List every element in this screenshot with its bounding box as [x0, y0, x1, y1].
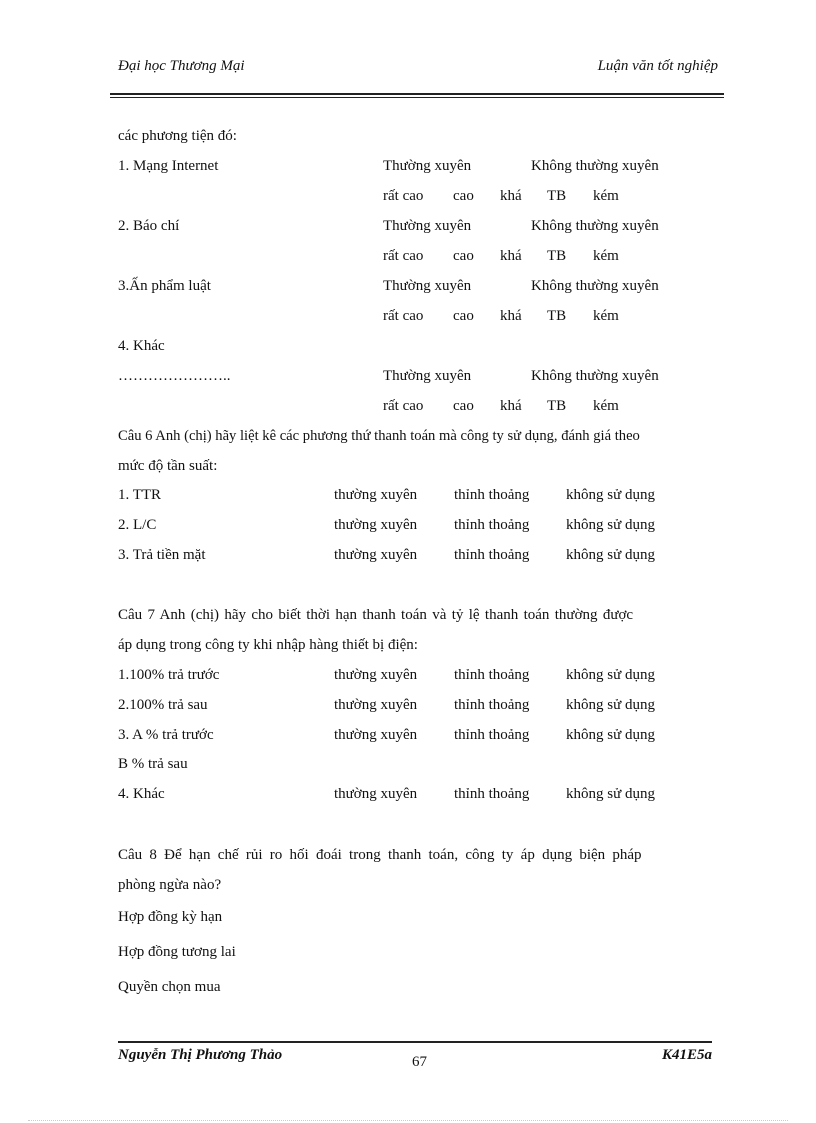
option-sometimes: thỉnh thoảng: [454, 517, 530, 533]
q7-text-line2: áp dụng trong công ty khi nhập hàng thiết bị điện:: [118, 637, 418, 653]
rating-very-high: rất cao: [383, 248, 424, 264]
q8-answer-call-option: Quyền chọn mua: [118, 979, 221, 995]
rating-good: khá: [500, 398, 522, 414]
option-sometimes: thỉnh thoảng: [454, 727, 530, 743]
rating-poor: kém: [593, 308, 619, 324]
means-item-law-publication: 3.Ấn phẩm luật: [118, 278, 211, 294]
rating-high: cao: [453, 188, 474, 204]
page-edge: [28, 1120, 788, 1121]
intro-line: các phương tiện đó:: [118, 128, 237, 144]
q6-item-lc: 2. L/C: [118, 517, 157, 533]
means-item-press: 2. Báo chí: [118, 218, 180, 234]
q7-item-postpay: 2.100% trả sau: [118, 697, 208, 713]
rating-high: cao: [453, 398, 474, 414]
header-rule-bottom: [110, 97, 724, 98]
means-item-internet: 1. Mạng Internet: [118, 158, 219, 174]
q6-item-ttr: 1. TTR: [118, 487, 162, 503]
option-regular: thường xuyên: [334, 547, 418, 563]
option-not-used: không sử dụng: [566, 487, 655, 503]
freq-regular: Thường xuyên: [383, 278, 472, 294]
freq-regular: Thường xuyên: [383, 158, 472, 174]
option-not-used: không sử dụng: [566, 727, 655, 743]
option-regular: thường xuyên: [334, 517, 418, 533]
q6-text-line2: mức độ tần suất:: [118, 458, 218, 474]
q7-text-line1: Câu 7 Anh (chị) hãy cho biết thời hạn thanh toán và tỷ lệ thanh toán thường được: [118, 607, 634, 623]
header-thesis-label: Luận văn tốt nghiệp: [597, 58, 718, 74]
footer-rule: [118, 1041, 712, 1043]
footer-class-code: K41E5a: [661, 1047, 712, 1063]
freq-irregular: Không thường xuyên: [531, 158, 659, 174]
option-sometimes: thỉnh thoảng: [454, 786, 530, 802]
rating-avg: TB: [547, 248, 567, 264]
option-not-used: không sử dụng: [566, 667, 655, 683]
q6-text-line1: Câu 6 Anh (chị) hãy liệt kê các phương thứ thanh toán mà công ty sử dụng, đánh giá theo: [118, 428, 640, 444]
option-not-used: không sử dụng: [566, 697, 655, 713]
option-sometimes: thỉnh thoảng: [454, 667, 530, 683]
means-item-other: 4. Khác: [118, 338, 165, 354]
option-sometimes: thỉnh thoảng: [454, 487, 530, 503]
option-regular: thường xuyên: [334, 727, 418, 743]
rating-very-high: rất cao: [383, 188, 424, 204]
rating-poor: kém: [593, 398, 619, 414]
rating-good: khá: [500, 188, 522, 204]
q7-item-other: 4. Khác: [118, 786, 165, 802]
q7-item-a-prepay: 3. A % trả trước: [118, 727, 214, 743]
rating-avg: TB: [547, 188, 567, 204]
rating-very-high: rất cao: [383, 398, 424, 414]
q8-text-line2: phòng ngừa nào?: [118, 877, 222, 893]
q7-item-prepay: 1.100% trả trước: [118, 667, 220, 683]
footer-author: Nguyễn Thị Phương Thảo: [118, 1047, 283, 1063]
q8-text-line1: Câu 8 Để hạn chế rủi ro hối đoái trong thanh toán, công ty áp dụng biện pháp: [118, 847, 642, 863]
freq-irregular: Không thường xuyên: [531, 368, 659, 384]
rating-high: cao: [453, 308, 474, 324]
option-not-used: không sử dụng: [566, 517, 655, 533]
rating-avg: TB: [547, 308, 567, 324]
means-item-other-blank: …………………..: [118, 368, 231, 384]
rating-poor: kém: [593, 188, 619, 204]
freq-irregular: Không thường xuyên: [531, 278, 659, 294]
q8-answer-futures: Hợp đồng tương lai: [118, 944, 236, 960]
rating-good: khá: [500, 308, 522, 324]
rating-good: khá: [500, 248, 522, 264]
option-not-used: không sử dụng: [566, 786, 655, 802]
q7-item-b-postpay: B % trả sau: [118, 756, 188, 772]
header-university: Đại học Thương Mại: [118, 58, 245, 74]
rating-avg: TB: [547, 398, 567, 414]
q6-item-cash: 3. Trả tiền mặt: [118, 547, 206, 563]
option-regular: thường xuyên: [334, 697, 418, 713]
page-number: 67: [412, 1054, 427, 1070]
header-rule-top: [110, 93, 724, 95]
freq-regular: Thường xuyên: [383, 368, 472, 384]
freq-irregular: Không thường xuyên: [531, 218, 659, 234]
option-regular: thường xuyên: [334, 487, 418, 503]
rating-very-high: rất cao: [383, 308, 424, 324]
rating-high: cao: [453, 248, 474, 264]
freq-regular: Thường xuyên: [383, 218, 472, 234]
option-regular: thường xuyên: [334, 667, 418, 683]
option-sometimes: thỉnh thoảng: [454, 547, 530, 563]
q8-answer-forward: Hợp đồng kỳ hạn: [118, 909, 223, 925]
option-sometimes: thỉnh thoảng: [454, 697, 530, 713]
rating-poor: kém: [593, 248, 619, 264]
option-not-used: không sử dụng: [566, 547, 655, 563]
option-regular: thường xuyên: [334, 786, 418, 802]
